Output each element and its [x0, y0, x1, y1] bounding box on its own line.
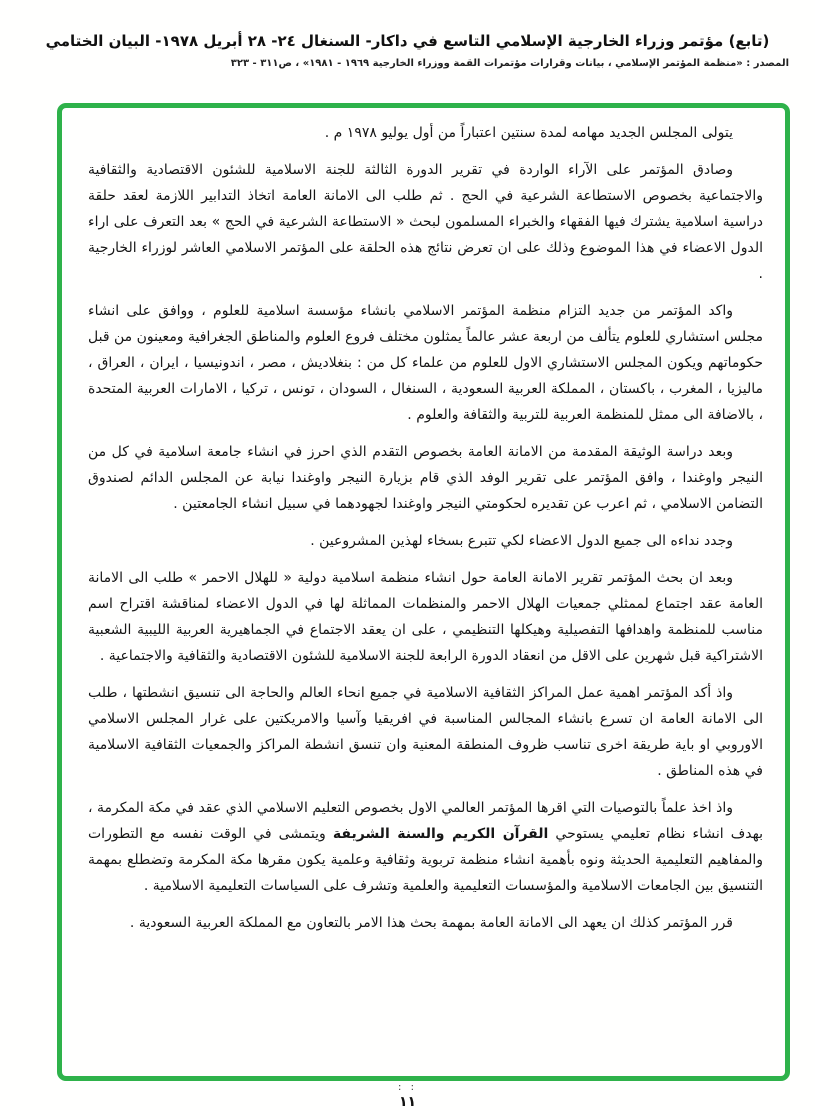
paragraph-red-crescent: وبعد ان بحث المؤتمر تقرير الامانة العامة حول انشاء منظمة اسلامية دولية « للهلال الاحمر » طلب الى الامانة العامة عقد اجتماع لممثلي جمعيات الهلال الاحمر والمنظمات المماثلة لها في الدول الاعضاء لمناقشة اقتراح اسم مناسب للمنظمة واهدافها التفصيلية وهيكلها التنظيمي ، على ان يعقد الاجتماع في الجماهيرية العربية الليبية الشعبية الاشتراكية قبل شهرين على الاقل من انعقاد الدورة الرابعة للجنة الاسلامية للشئون الاقتصادية والثقافية والاجتماعية . — [88, 570, 763, 664]
document-text-body — [62, 108, 785, 936]
footer-dots: : : — [398, 1082, 417, 1093]
paragraph-islamic-education-before: واذ اخذ علماً بالتوصيات التي اقرها المؤتمر العالمي الاول بخصوص التعليم الاسلامي الذي عقد في مكة المكرمة ، بهدف انشاء نظام تعليمي يستوحي — [88, 800, 763, 842]
paragraph-islamic-education-bold: القرآن الكريم والسنة الشريفة — [332, 826, 549, 842]
paragraph-science-foundation: واكد المؤتمر من جديد التزام منظمة المؤتمر الاسلامي بانشاء مؤسسة اسلامية للعلوم ، ووافق على انشاء مجلس استشاري للعلوم يتألف من اربعة عشر عالماً يمثلون مختلف فروع العلوم والمناطق الجغرافية ومعينون من قبل حكوماتهم ويكون المجلس الاستشاري الاول للعلوم من علماء كل من : بنغلاديش ، مصر ، اندونيسيا ، ايران ، العراق ، ماليزيا ، المغرب ، باكستان ، المملكة العربية السعودية ، السنغال ، السودان ، تونس ، تركيا ، الامارات العربية المتحدة ، بالاضافة الى ممثل للمنظمة العربية للتربية والثقافة والعلوم . — [88, 303, 763, 423]
paragraph-new-council-term: يتولى المجلس الجديد مهامه لمدة سنتين اعتباراً من أول يوليو ١٩٧٨ م . — [324, 125, 733, 141]
document-source-line: المصدر : «منظمة المؤتمر الإسلامي ، بيانات وقرارات مؤتمرات القمة ووزراء الخارجية ١٩٦٩ - ١٩٨١» ، ص٣١١ - ٣٢٣ — [230, 58, 789, 69]
paragraph-islamic-education — [88, 795, 763, 899]
paragraph-donation-appeal: وجدد نداءه الى جميع الدول الاعضاء لكي تتبرع بسخاء لهذين المشروعين . — [310, 533, 733, 549]
paragraph-hajj-capability: وصادق المؤتمر على الآراء الواردة في تقرير الدورة الثالثة للجنة الاسلامية للشئون الاقتصادية والثقافية والاجتماعية بخصوص الاستطاعة الشرعية في الحج . ثم طلب الى الامانة العامة اتخاذ التدابير اللازمة لعقد حلقة دراسية اسلامية يشترك فيها الفقهاء والخبراء المسلمون لبحث « الاستطاعة الشرعية في الحج » بعد التعرف على اراء الدول الاعضاء في هذا الموضوع وذلك على ان تعرض نتائج هذه الحلقة على المؤتمر الاسلامي العاشر لوزراء الخارجية . — [88, 162, 763, 282]
green-annotation-box — [57, 103, 790, 1081]
document-header-title: (تابع) مؤتمر وزراء الخارجية الإسلامي التاسع في داكار- السنغال ٢٤- ٢٨ أبريل ١٩٧٨- البيان الختامي — [45, 32, 770, 50]
paragraph-saudi-cooperation: قرر المؤتمر كذلك ان يعهد الى الامانة العامة بمهمة بحث هذا الامر بالتعاون مع المملكة العربية السعودية . — [129, 915, 733, 931]
paragraph-islamic-education-after: ويتمشى في الوقت نفسه مع التطورات والمفاهيم التعليمية الحديثة ونوه بأهمية انشاء منظمة تربوية وثقافية وعلمية يكون مقرها مكة المكرمة وتضطلع بمهمة التنسيق بين الجامعات الاسلامية والمؤسسات التعليمية والعلمية وتشرف على السياسات التعليمية الاسلامية . — [88, 826, 763, 894]
paragraph-universities-niger-uganda: وبعد دراسة الوثيقة المقدمة من الامانة العامة بخصوص التقدم الذي احرز في انشاء جامعة اسلامية في كل من النيجر واوغندا ، وافق المؤتمر على تقرير الوفد الذي قام بزيارة النيجر واوغندا نيابة عن المجلس الدائم لصندوق التضامن الاسلامي ، ثم اعرب عن تقديره لحكومتي النيجر واوغندا لجهودهما في سبيل انشاء الجامعتين . — [88, 444, 763, 512]
page-number: ١١ — [398, 1094, 417, 1110]
paragraph-cultural-centers: واذ أكد المؤتمر اهمية عمل المراكز الثقافية الاسلامية في جميع انحاء العالم والحاجة الى تنسيق انشطتها ، طلب الى الامانة العامة ان تسرع بانشاء المجالس المناسبة في افريقيا وآسيا والامريكتين على غرار المجلس الاسلامي الاوروبي او باية طريقة اخرى تناسب ظروف المنطقة المعنية وان تنسق انشطة المراكز والجمعيات الثقافية الاسلامية في هذه المناطق . — [88, 685, 763, 779]
